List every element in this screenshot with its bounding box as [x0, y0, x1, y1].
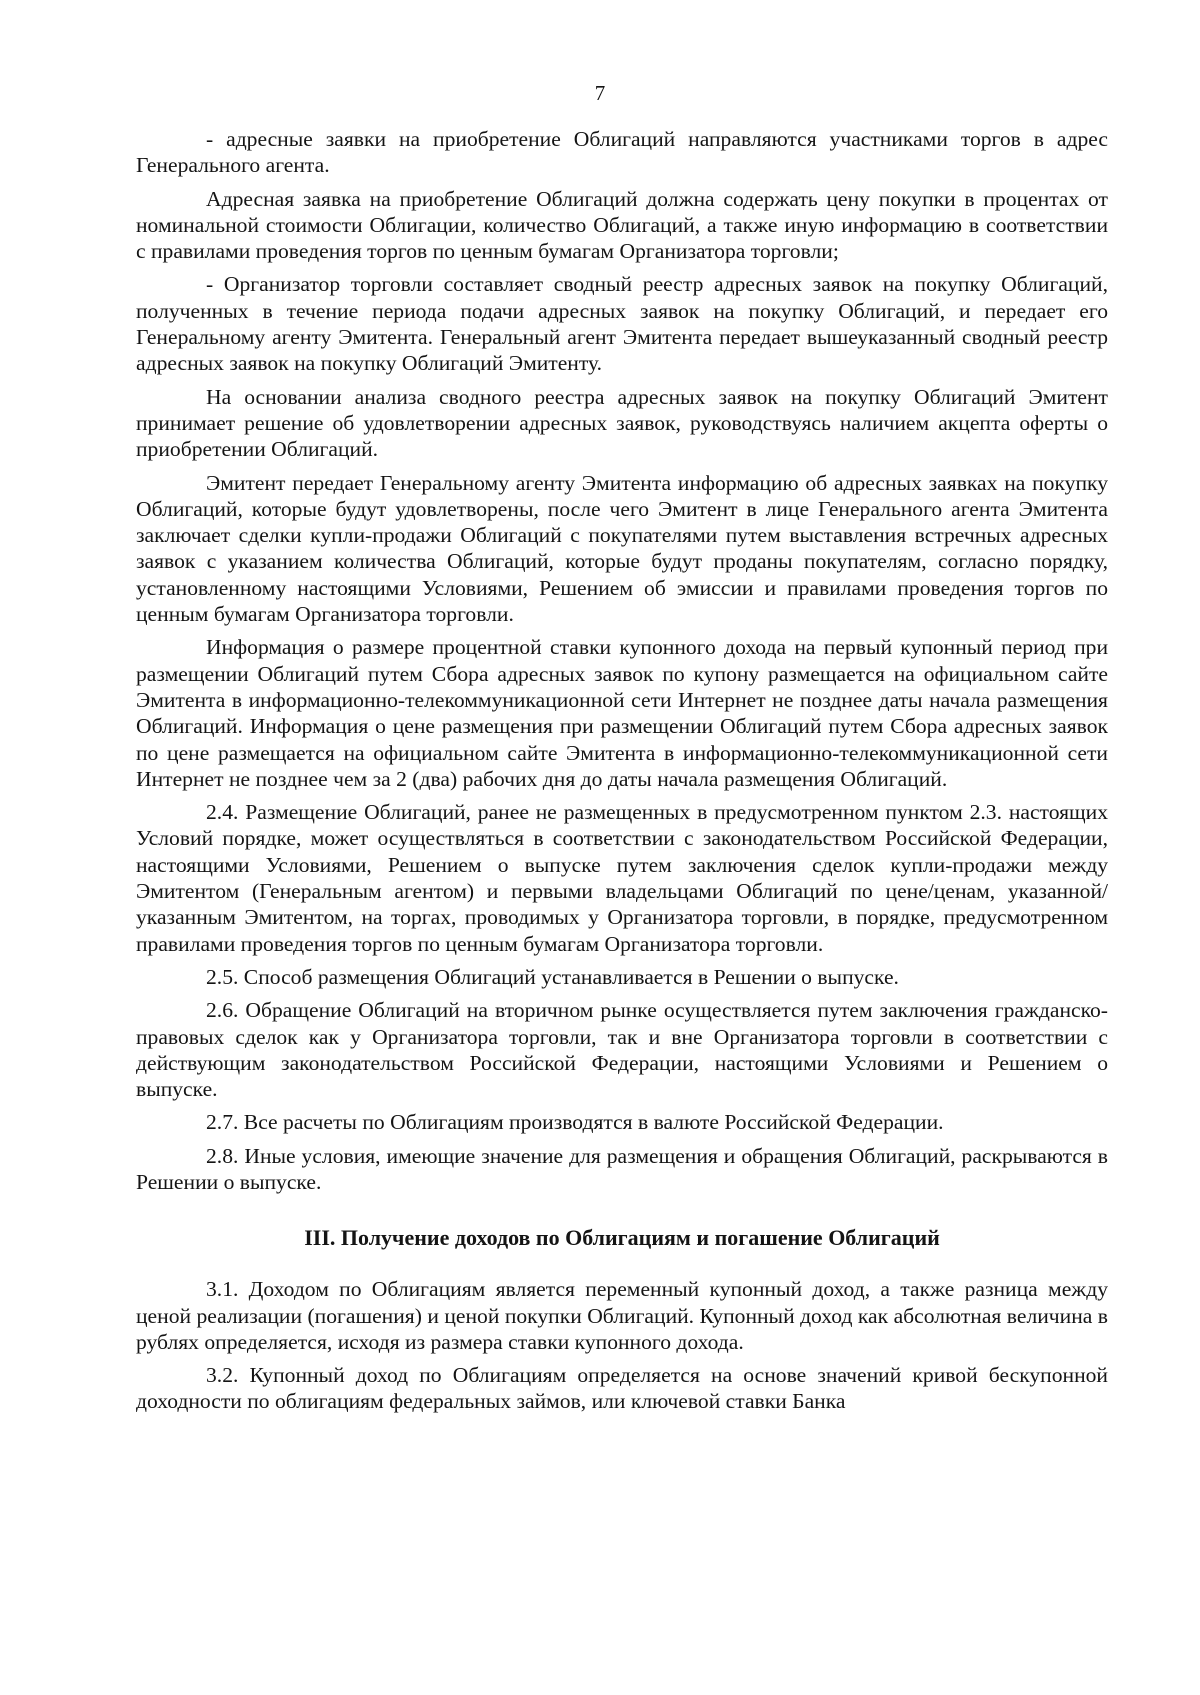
paragraph: 2.5. Способ размещения Облигаций устанавливается в Решении о выпуске.	[206, 964, 899, 989]
paragraph: Адресная заявка на приобретение Облигаций должна содержать цену покупки в процентах от номинальной стоимости Облигации, количество Облигаций, а также иную информацию в соответствии с правилами проведения торгов по ценным бумагам Организатора торговли;	[136, 186, 1108, 264]
document-body	[136, 126, 1108, 1422]
paragraph: - адресные заявки на приобретение Облигаций направляются участниками торгов в адрес Генерального агента.	[136, 127, 1108, 178]
paragraph: 2.7. Все расчеты по Облигациям производятся в валюте Российской Федерации.	[206, 1110, 944, 1135]
paragraph: На основании анализа сводного реестра адресных заявок на покупку Облигаций Эмитент принимает решение об удовлетворении адресных заявок, руководствуясь наличием акцепта оферты о приобретении Облигаций.	[136, 384, 1108, 462]
paragraph: 2.4. Размещение Облигаций, ранее не размещенных в предусмотренном пунктом 2.3. настоящих Условий порядке, может осуществляться в соответствии с законодательством Российской Федерации, настоящими Условиями, Решением о выпуске путем заключения сделок купли-продажи между Эмитентом (Генеральным агентом) и первыми владельцами Облигаций по цене/ценам, указанной/указанным Эмитентом, на торгах, проводимых у Организатора торговли, в порядке, предусмотренном правилами проведения торгов по ценным бумагам Организатора торговли.	[136, 800, 1108, 956]
paragraph: 3.1. Доходом по Облигациям является переменный купонный доход, а также разница между ценой реализации (погашения) и ценой покупки Облигаций. Купонный доход как абсолютная величина в рублях определяется, исходя из размера ставки купонного дохода.	[136, 1277, 1108, 1354]
page-number: 7	[594, 81, 606, 105]
paragraph: - Организатор торговли составляет сводный реестр адресных заявок на покупку Облигаций, полученных в течение периода подачи адресных заявок на покупку Облигаций, и передает его Генеральному агенту Эмитента. Генеральный агент Эмитента передает вышеуказанный сводный реестр адресных заявок на покупку Облигаций Эмитенту.	[136, 272, 1108, 376]
paragraph: 2.8. Иные условия, имеющие значение для размещения и обращения Облигаций, раскрываются в Решении о выпуске.	[136, 1143, 1108, 1194]
paragraph: Информация о размере процентной ставки купонного дохода на первый купонный период при размещении Облигаций путем Сбора адресных заявок по купону размещается на официальном сайте Эмитента в информационно-телекоммуникационной сети Интернет не позднее даты начала размещения Облигаций. Информация о цене размещения при размещении Облигаций путем Сбора адресных заявок по цене размещается на официальном сайте Эмитента в информационно-телекоммуникационной сети Интернет не позднее чем за 2 (два) рабочих дня до даты начала размещения Облигаций.	[136, 635, 1108, 791]
section-heading: III. Получение доходов по Облигациям и погашение Облигаций	[304, 1225, 940, 1251]
paragraph: 2.6. Обращение Облигаций на вторичном рынке осуществляется путем заключения гражданско-правовых сделок как у Организатора торговли, так и вне Организатора торговли в соответствии с действующим законодательством Российской Федерации, настоящими Условиями и Решением о выпуске.	[136, 998, 1108, 1102]
paragraph: Эмитент передает Генеральному агенту Эмитента информацию об адресных заявках на покупку Облигаций, которые будут удовлетворены, после чего Эмитент в лице Генерального агента Эмитента заключает сделки купли-продажи Облигаций с покупателями путем выставления встречных адресных заявок с указанием количества Облигаций, которые будут проданы покупателям, согласно порядку, установленному настоящими Условиями, Решением об эмиссии и правилами проведения торгов по ценным бумагам Организатора торговли.	[136, 470, 1108, 627]
paragraph: 3.2. Купонный доход по Облигациям определяется на основе значений кривой бескупонной доходности по облигациям федеральных займов, или ключевой ставки Банка	[136, 1363, 1108, 1414]
